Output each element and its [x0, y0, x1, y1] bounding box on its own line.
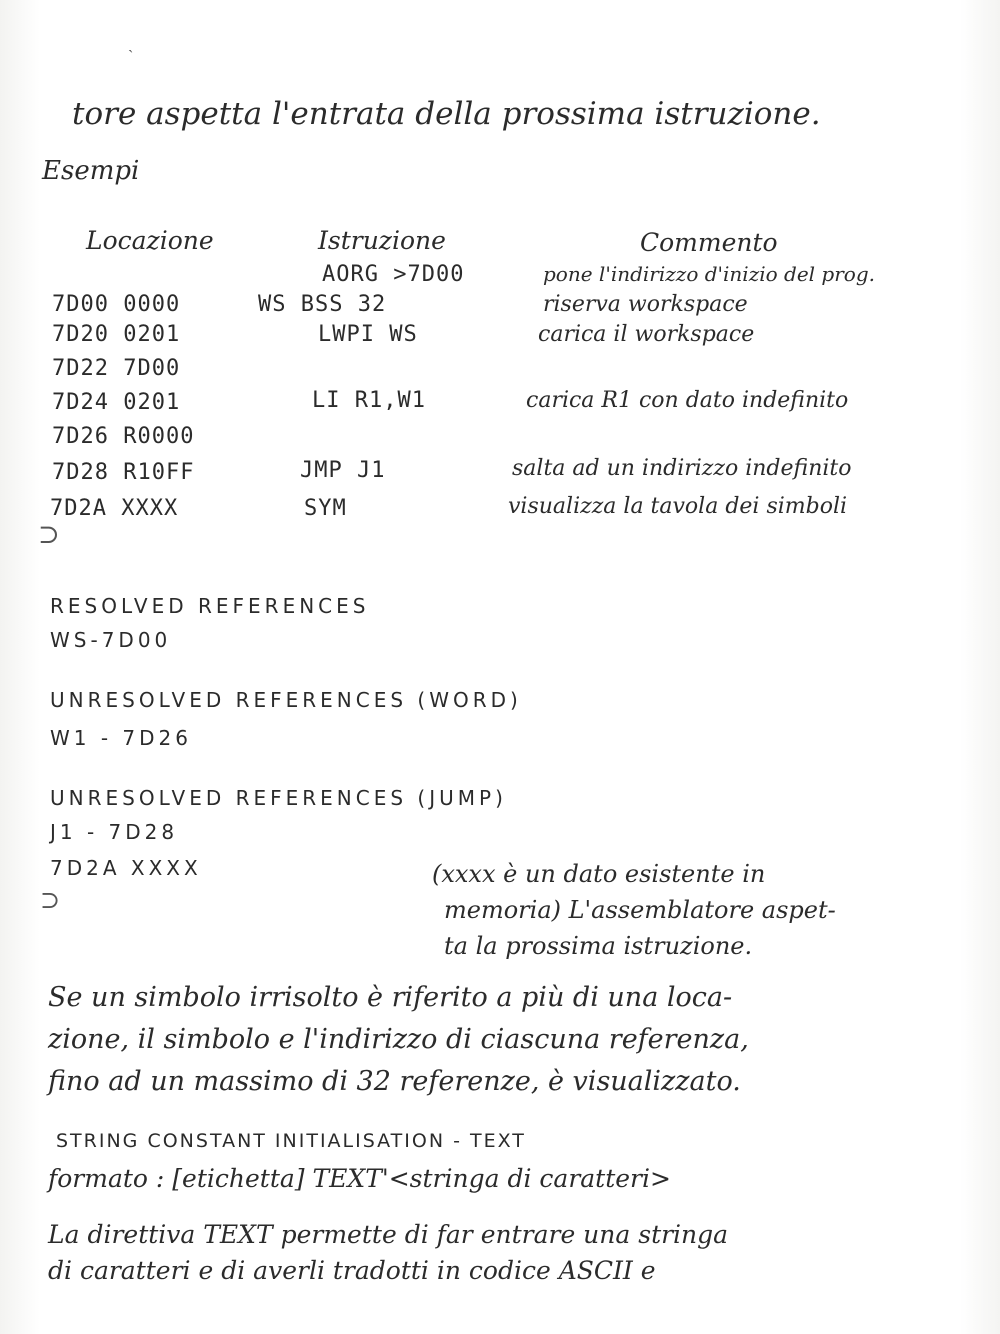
string-section-description: La direttiva TEXT permette di far entrare una stringa — [48, 1220, 729, 1249]
string-section-description: di caratteri e di averli tradotti in codice ASCII e — [48, 1256, 656, 1285]
table-row-comment: pone l'indirizzo d'inizio del prog. — [543, 262, 875, 286]
table-row-instruction: WS BSS 32 — [258, 292, 387, 317]
table-row-location: 7D26 R0000 — [52, 424, 195, 449]
table-row-comment: riserva workspace — [543, 292, 748, 317]
unresolved-jump-entry: J1 - 7D28 — [50, 820, 179, 844]
unresolved-word-heading: UNRESOLVED REFERENCES (WORD) — [50, 688, 522, 712]
table-row-location: 7D24 0201 — [52, 390, 181, 415]
table-row-instruction: AORG >7D00 — [322, 262, 465, 287]
table-row-instruction: JMP J1 — [300, 458, 386, 483]
resolved-entry: WS-7D00 — [50, 628, 172, 652]
unresolved-jump-trailer: 7D2A XXXX — [50, 856, 202, 880]
unresolved-jump-heading: UNRESOLVED REFERENCES (JUMP) — [50, 786, 507, 810]
table-row-location: 7D20 0201 — [52, 322, 181, 347]
paragraph-line: fino ad un massimo di 32 referenze, è visualizzato. — [48, 1066, 741, 1097]
unresolved-word-entry: W1 - 7D26 — [50, 726, 193, 750]
header-location: Locazione — [86, 226, 214, 255]
hole-punch-mark: ⊃ — [40, 886, 61, 914]
header-instruction: Istruzione — [318, 226, 446, 255]
table-row-comment: salta ad un indirizzo indefinito — [512, 456, 852, 481]
table-row-location: 7D00 0000 — [52, 292, 181, 317]
note-line: memoria) L'assemblatore aspet- — [444, 896, 836, 924]
ink-speck: ˎ — [128, 34, 134, 53]
resolved-heading: RESOLVED REFERENCES — [50, 594, 370, 618]
table-row-location: 7D22 7D00 — [52, 356, 181, 381]
opening-line: tore aspetta l'entrata della prossima istruzione. — [72, 96, 821, 132]
table-row-instruction: LI R1,W1 — [312, 388, 426, 413]
table-row-instruction: SYM — [304, 496, 347, 521]
string-section-heading: STRING CONSTANT INITIALISATION - TEXT — [56, 1130, 526, 1152]
string-section-format: formato : [etichetta] TEXT'<stringa di caratteri> — [48, 1164, 671, 1193]
table-row-comment: carica R1 con dato indefinito — [526, 388, 849, 413]
table-row-comment: carica il workspace — [538, 322, 755, 347]
table-row-location: 7D2A XXXX — [50, 496, 179, 521]
table-row-comment: visualizza la tavola dei simboli — [508, 494, 848, 519]
note-line: ta la prossima istruzione. — [444, 932, 753, 960]
table-row-instruction: LWPI WS — [318, 322, 418, 347]
header-comment: Commento — [640, 228, 778, 257]
note-line: (xxxx è un dato esistente in — [432, 860, 766, 888]
paragraph-line: Se un simbolo irrisolto è riferito a più di una loca- — [48, 982, 733, 1013]
examples-heading: Esempi — [42, 156, 140, 186]
table-row-location: 7D28 R10FF — [52, 460, 195, 485]
hole-punch-mark: ⊃ — [38, 520, 60, 550]
paragraph-line: zione, il simbolo e l'indirizzo di ciascuna referenza, — [48, 1024, 749, 1055]
